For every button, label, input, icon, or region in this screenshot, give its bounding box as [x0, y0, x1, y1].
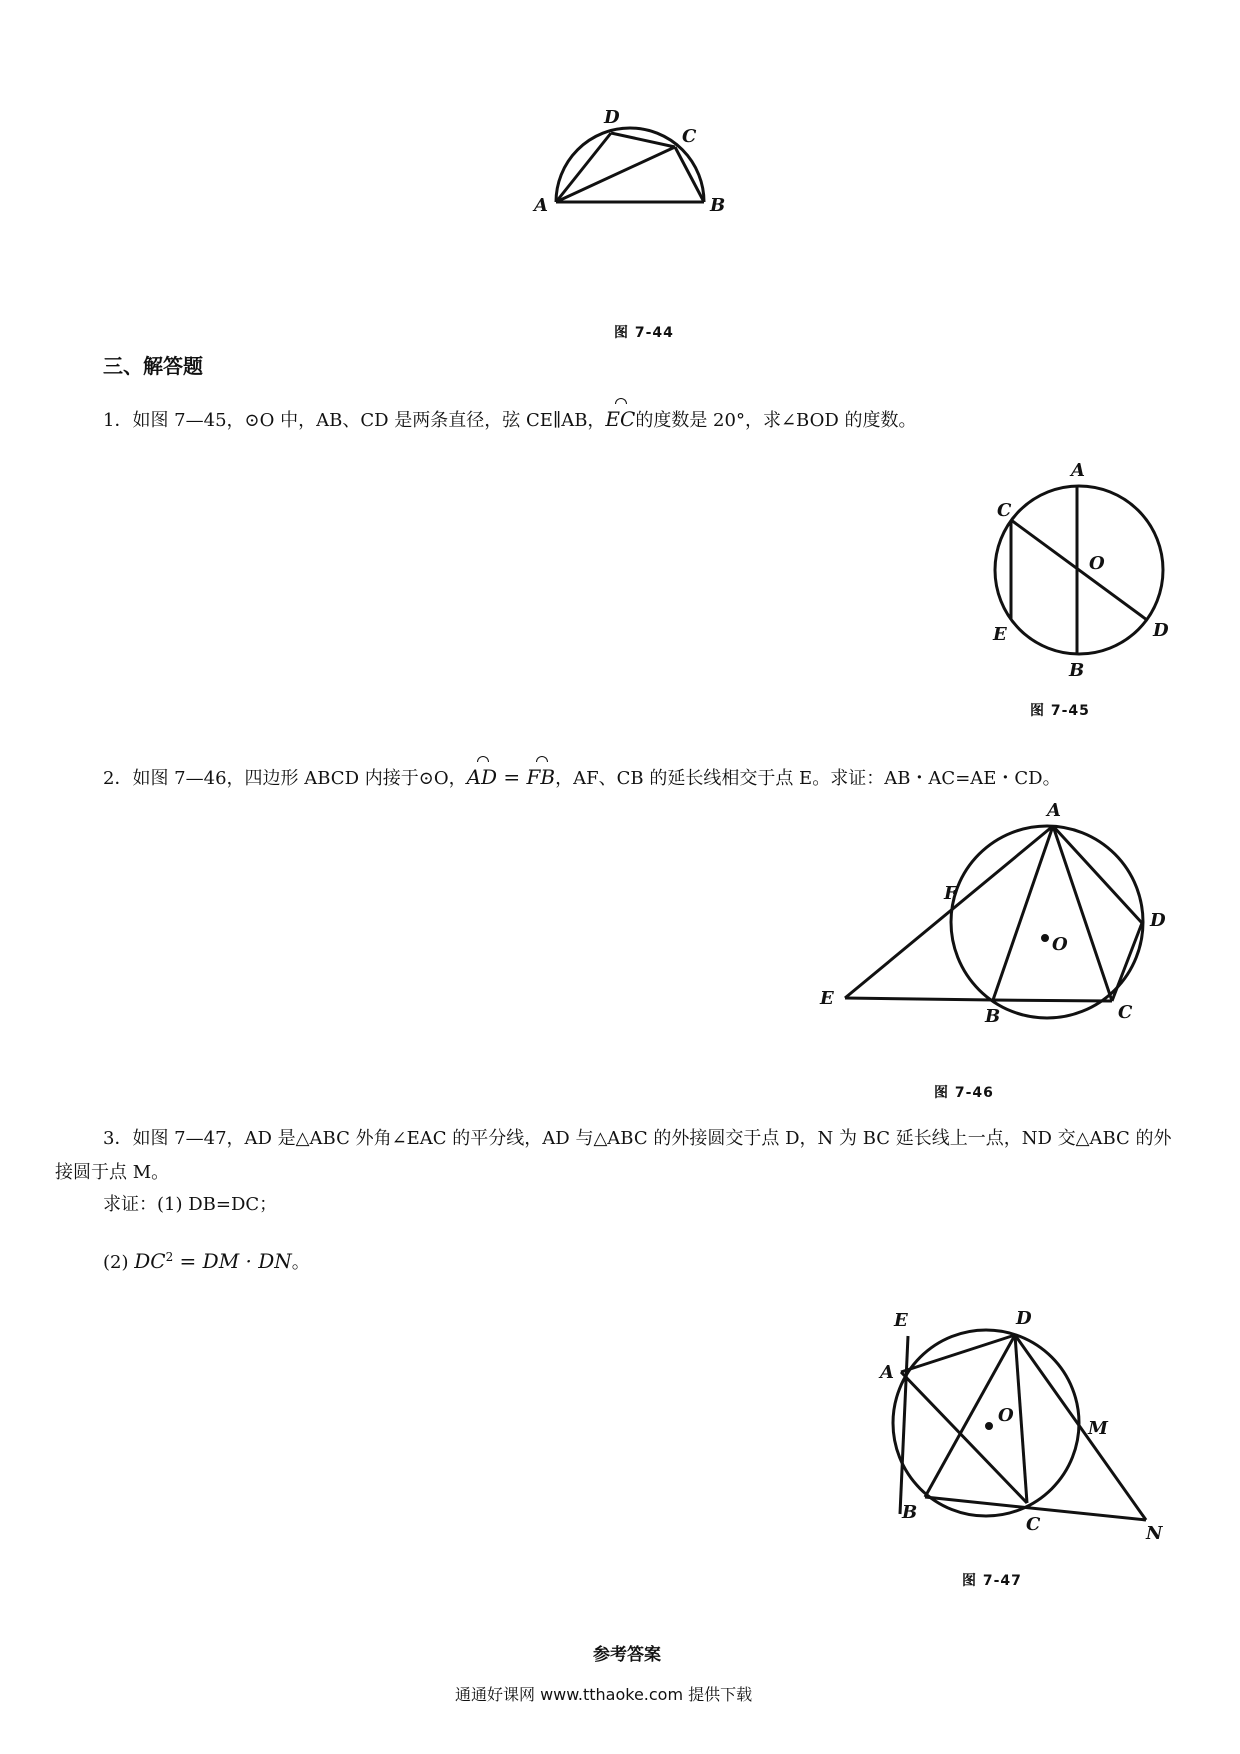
label-d: D [604, 107, 620, 128]
circle-o [951, 826, 1143, 1018]
question-3-proof-2 [103, 1242, 310, 1278]
label-c: C [997, 500, 1012, 521]
label-n: N [1146, 1523, 1163, 1544]
label-f: F [944, 883, 957, 904]
page-footer: 通通好课网 www.tthaoke.com 提供下载 [455, 1685, 753, 1704]
question-3: 3．如图 7—47，AD 是△ABC 外角∠EAC 的平分线，AD 与△ABC 的外接圆交于点 D，N 为 BC 延长线上一点，ND 交△ABC 的外接圆于点 M。 [55, 1128, 1172, 1183]
question-1-prefix: 1．如图 7—45，⊙O 中，AB、CD 是两条直径，弦 CE∥AB， [103, 410, 606, 431]
diameter-cd [1011, 520, 1147, 620]
label-a: A [1071, 460, 1085, 481]
label-e: E [993, 624, 1007, 645]
circle-o [893, 1330, 1079, 1516]
label-b: B [710, 195, 726, 216]
label-o: O [1089, 553, 1105, 574]
question-1-suffix: 的度数是 20°，求∠BOD 的度数。 [635, 410, 917, 431]
label-c: C [1026, 1514, 1041, 1535]
section-heading: 三、解答题 [103, 354, 203, 378]
question-2-prefix: 2．如图 7—46，四边形 ABCD 内接于⊙O， [103, 768, 467, 789]
center-dot [987, 1424, 992, 1429]
segment-ac [901, 1372, 1027, 1503]
figure-caption-7-45: 图 7-45 [1030, 703, 1090, 719]
label-o: O [998, 1405, 1014, 1426]
label-a: A [880, 1362, 894, 1383]
label-b: B [1069, 660, 1085, 681]
arc-fb: FB [527, 762, 556, 792]
line-e-a [900, 1336, 908, 1514]
answer-heading: 参考答案 [593, 1645, 661, 1665]
question-3-proof-1: 求证：(1) DB=DC； [103, 1194, 278, 1215]
segment-dn [1015, 1335, 1146, 1520]
label-d: D [1153, 620, 1169, 641]
proof-2-end: 。 [291, 1252, 310, 1273]
label-d: D [1150, 910, 1166, 931]
segment-dc [1015, 1335, 1027, 1503]
label-a: A [1047, 800, 1061, 821]
figure-7-44 [520, 90, 750, 220]
label-c: C [1118, 1002, 1133, 1023]
center-dot [1043, 936, 1048, 941]
figure-7-47 [880, 1310, 1190, 1545]
label-e: E [820, 988, 834, 1009]
label-o: O [1052, 934, 1068, 955]
proof-2-exponent: 2 [165, 1250, 174, 1264]
figure-caption-7-44: 图 7-44 [614, 325, 674, 341]
segment-ac [1053, 826, 1112, 1001]
segment-bc [993, 1000, 1112, 1001]
proof-2-base: DC [134, 1249, 166, 1273]
equals-sign: = [497, 765, 527, 789]
label-m: M [1088, 1418, 1108, 1439]
label-e: E [894, 1310, 908, 1331]
question-2-suffix: ，AF、CB 的延长线相交于点 E。求证：AB・AC=AE・CD。 [555, 768, 1061, 789]
arc-ad: AD [467, 762, 497, 792]
question-1 [103, 404, 917, 436]
figure-caption-7-46: 图 7-46 [934, 1085, 994, 1101]
figure-7-46 [810, 800, 1180, 1040]
proof-2-rest: = DM · DN [173, 1249, 292, 1273]
label-d: D [1016, 1308, 1032, 1329]
label-a: A [534, 195, 548, 216]
proof-2-prefix: (2) [103, 1252, 135, 1273]
question-2 [103, 762, 1061, 794]
figure-caption-7-47: 图 7-47 [962, 1573, 1022, 1589]
label-b: B [985, 1006, 1001, 1027]
line-eb [845, 998, 993, 1000]
arc-ec: EC [605, 404, 635, 434]
label-b: B [902, 1502, 918, 1523]
segment-dc [1112, 923, 1142, 1001]
label-c: C [682, 126, 697, 147]
figure-7-45 [985, 460, 1185, 690]
